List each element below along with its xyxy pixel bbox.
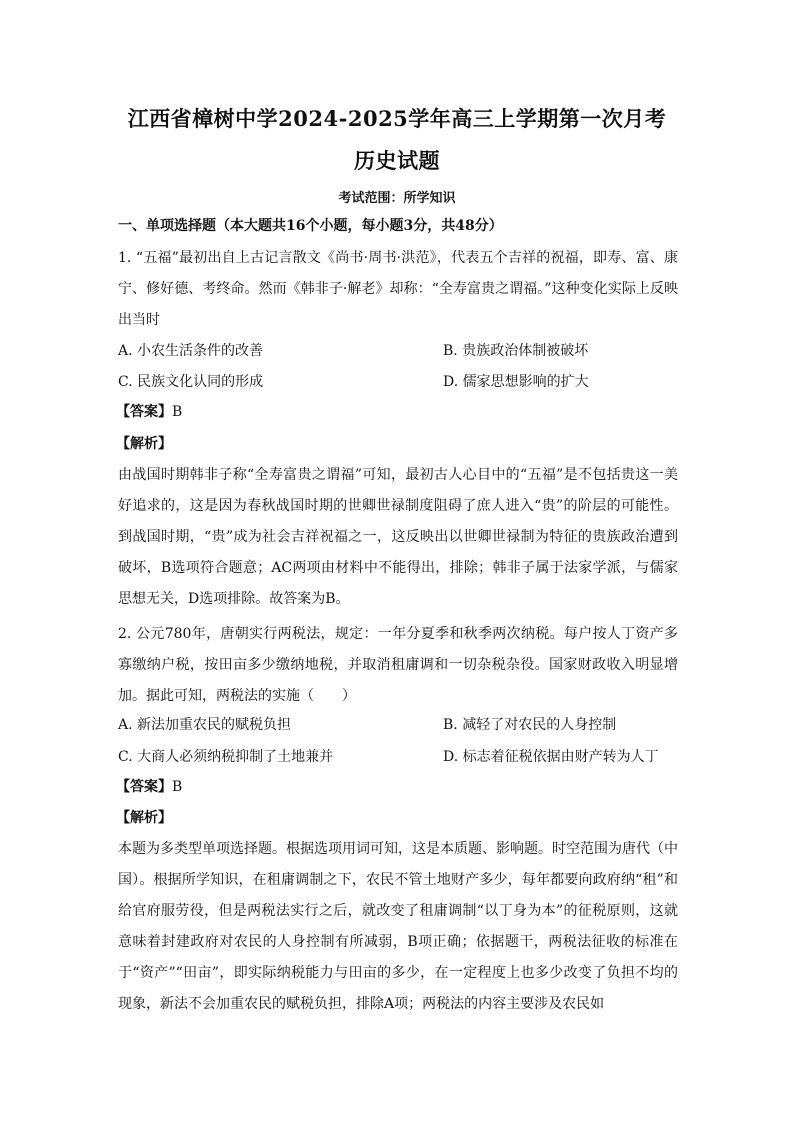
- question-1-analysis: 由战国时期韩非子称“全寿富贵之谓福”可知，最初古人心目中的“五福”是不包括贵这一美好追求的，这是因为春秋战国时期的世卿世禄制度阻碍了庶人进入“贵”的阶层的可能性。到战国时期，“贵”成为社会吉祥祝福之一，这反映出以世卿世禄制为特征的贵族政治遭到破坏，B选项符合题意；AC两项由材料中不能得出，排除；韩非子属于法家学派，与儒家思想无关，D选项排除。故答案为B。: [118, 467, 678, 607]
- exam-scope: 考试范围：所学知识: [338, 191, 456, 206]
- question-1-option-c: C. 民族文化认同的形成: [118, 374, 264, 390]
- question-2-analysis-label: 【解析】: [116, 810, 172, 826]
- exam-subject: 历史试题: [354, 148, 440, 173]
- section-heading: 一、单项选择题（本大题共16个小题，每小题3分，共48分）: [118, 218, 503, 234]
- question-2-analysis: 本题为多类型单项选择题。根据选项用词可知，这是本质题、影响题。时空范围为唐代（中国）。根据所学知识，在租庸调制之下，农民不管土地财产多少，每年都要向政府纳“租”和给官府服劳役，但是两税法实行之后，就改变了租庸调制“以丁身为本”的征税原则，这就意味着封建政府对农民的人身控制有所减弱，B项正确；依据题干，两税法征收的标准在于“资产”“田亩”，即实际纳税能力与田亩的多少，在一定程度上也多少改变了负担不均的现象，新法不会加重农民的赋税负担，排除A项；两税法的内容主要涉及农民如: [118, 841, 678, 1012]
- answer-label: 【答案】: [116, 404, 172, 420]
- exam-title: 江西省樟树中学2024-2025学年高三上学期第一次月考: [127, 106, 667, 131]
- question-2-answer: [116, 777, 182, 797]
- question-1-option-a: A. 小农生活条件的改善: [118, 343, 264, 359]
- question-2-option-a: A. 新法加重农民的赋税负担: [118, 717, 292, 733]
- answer-value: B: [172, 779, 183, 795]
- question-1-analysis-label: 【解析】: [116, 436, 172, 452]
- question-1-option-d: D. 儒家思想影响的扩大: [443, 374, 589, 390]
- question-2-option-d: D. 标志着征税依据由财产转为人丁: [443, 749, 659, 765]
- question-2-option-b: B. 减轻了对农民的人身控制: [443, 717, 617, 733]
- answer-value: B: [172, 404, 183, 420]
- question-1-option-b: B. 贵族政治体制被破坏: [443, 343, 589, 359]
- answer-label: 【答案】: [116, 779, 172, 795]
- question-1-answer: [116, 402, 182, 422]
- question-2-option-c: C. 大商人必须纳税抑制了土地兼并: [118, 749, 334, 765]
- question-1-stem: 1. “五福”最初出自上古记言散文《尚书·周书·洪范》，代表五个吉祥的祝福，即寿、富、康宁、修好德、考终命。然而《韩非子·解老》却称：“全寿富贵之谓福。”这种变化实际上反映出当时: [118, 250, 678, 328]
- question-2-stem: 2. 公元780年，唐朝实行两税法，规定：一年分夏季和秋季两次纳税。每户按人丁资产多寡缴纳户税，按田亩多少缴纳地税，并取消租庸调和一切杂税杂役。国家财政收入明显增加。据此可知，两税法的实施（ ）: [118, 626, 678, 704]
